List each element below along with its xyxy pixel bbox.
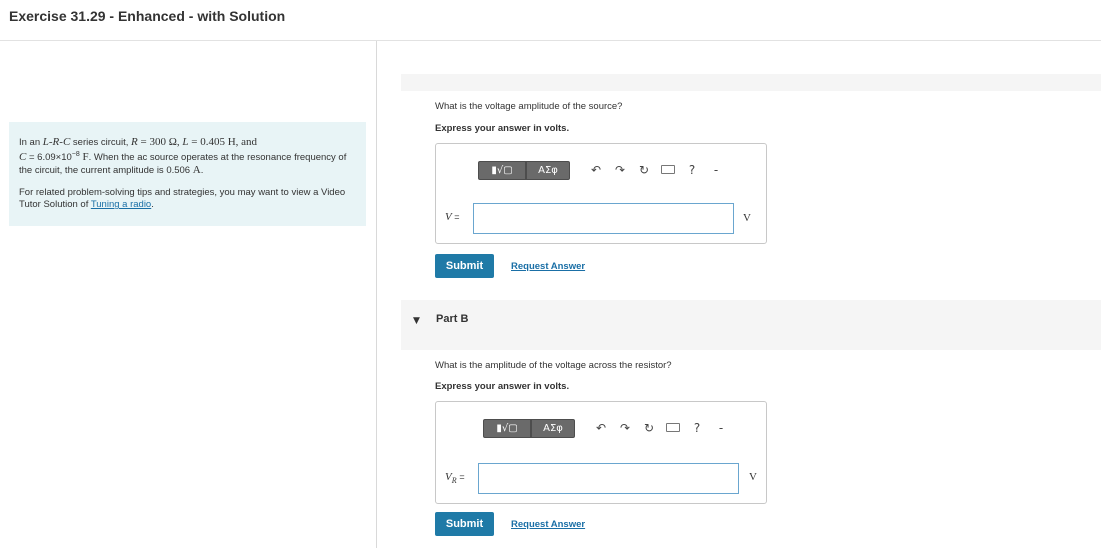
part-b-instruction: Express your answer in volts. (435, 381, 570, 392)
part-b-variable-label: $V_R$ = (445, 471, 465, 486)
undo-icon[interactable]: ↶ (590, 163, 602, 177)
part-a-answer-box (435, 143, 767, 244)
redo-icon[interactable]: ↷ (619, 421, 631, 435)
part-a-instruction: Express your answer in volts. (435, 123, 570, 134)
undo-icon[interactable]: ↶ (595, 421, 607, 435)
part-a-answer-input[interactable] (473, 203, 734, 234)
part-b-submit-button[interactable]: Submit (435, 512, 494, 536)
keyboard-icon[interactable] (656, 163, 680, 177)
templates-button[interactable]: ▮√▢ (478, 161, 526, 180)
part-a-request-answer-link[interactable]: Request Answer (511, 261, 586, 272)
part-a-unit: V (743, 212, 751, 224)
part-b-answer-box (435, 401, 767, 504)
problem-statement (9, 122, 366, 226)
more-icon[interactable]: - (718, 421, 724, 435)
reset-icon[interactable]: ↻ (638, 163, 650, 177)
problem-text: In an L-R-C series circuit, R = 300 Ω, L = 0.405 H, and $C = 6.09\times 10^{-8}$ F. When the ac source operates at the resonance frequency of the circuit, the current amplitude is 0.506 A. (19, 136, 347, 177)
related-tips: For related problem-solving tips and strategies, you may want to view a Video Tutor Solution of Tuning a radio. (19, 187, 346, 211)
part-a-question: What is the voltage amplitude of the source? (435, 101, 623, 112)
part-b-question: What is the amplitude of the voltage across the resistor? (435, 360, 672, 371)
redo-icon[interactable]: ↷ (614, 163, 626, 177)
header-divider (0, 40, 1101, 41)
keyboard-icon[interactable] (661, 421, 685, 435)
templates-button[interactable]: ▮√▢ (483, 419, 531, 438)
part-b-header-band (401, 300, 1101, 350)
part-b-math-toolbar (483, 418, 733, 438)
collapse-caret-icon[interactable]: ▼ (413, 316, 420, 326)
help-icon[interactable]: ? (693, 421, 701, 435)
more-icon[interactable]: - (713, 163, 719, 177)
part-b-label: Part B (436, 313, 469, 325)
part-a-math-toolbar (478, 160, 728, 180)
page-title: Exercise 31.29 - Enhanced - with Solution (9, 8, 286, 24)
part-a-header-band (401, 74, 1101, 91)
greek-symbols-button[interactable]: ΑΣφ (531, 419, 575, 438)
part-a-submit-button[interactable]: Submit (435, 254, 494, 278)
part-b-request-answer-link[interactable]: Request Answer (511, 519, 586, 530)
part-b-unit: V (749, 471, 757, 483)
greek-symbols-button[interactable]: ΑΣφ (526, 161, 570, 180)
part-a-variable-label: V = (445, 211, 460, 223)
part-b-answer-input[interactable] (478, 463, 739, 494)
reset-icon[interactable]: ↻ (643, 421, 655, 435)
column-divider (376, 41, 377, 548)
help-icon[interactable]: ? (688, 163, 696, 177)
circuit-type: L-R-C (42, 136, 71, 148)
tuning-a-radio-link[interactable]: Tuning a radio (90, 199, 152, 211)
